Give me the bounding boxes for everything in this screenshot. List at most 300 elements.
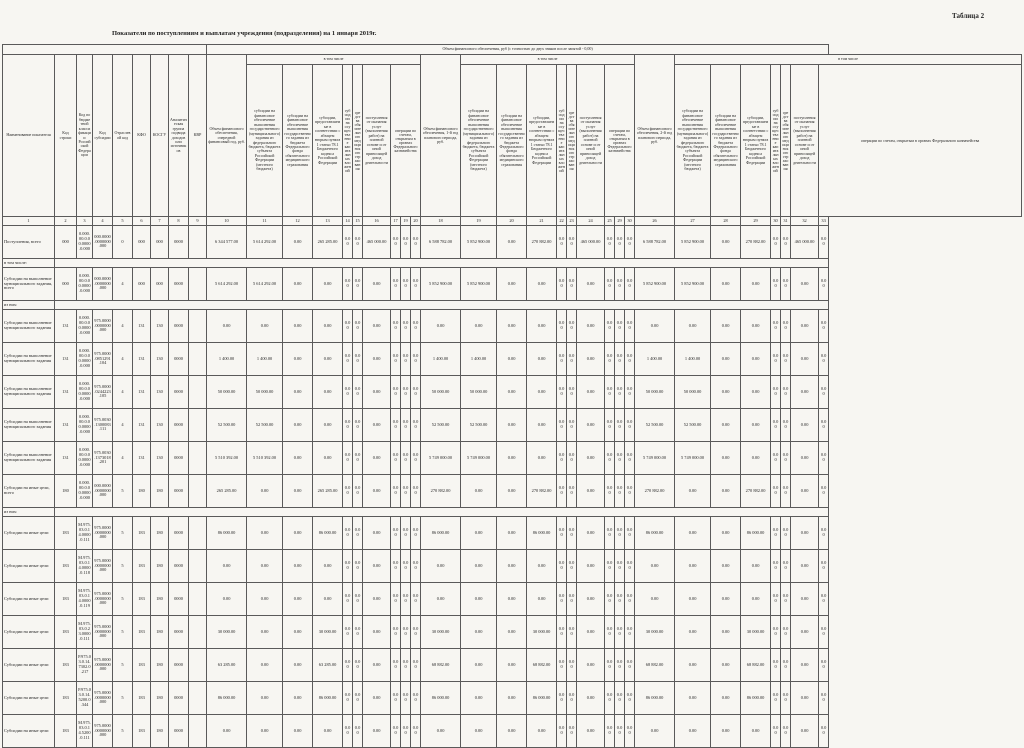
cell-y2d: 0.00 xyxy=(771,376,781,409)
cell-kvr xyxy=(189,268,207,301)
cell-y0e: 0.00 xyxy=(353,226,363,259)
cell-y0b: 0.00 xyxy=(283,649,313,682)
cell-y0c: 0.00 xyxy=(313,583,343,616)
cell-y1: 0.00 xyxy=(421,310,461,343)
table-row xyxy=(3,682,1022,715)
row-name: в том числе: xyxy=(3,259,55,268)
cell-kvr xyxy=(189,517,207,550)
table-number: Таблица 2 xyxy=(952,12,985,20)
cell-y0f: 0.00 xyxy=(363,343,391,376)
cell-y0c: 265 285.00 xyxy=(313,226,343,259)
cell-kbk: М.975.03.0.14.0000.0.119 xyxy=(77,583,93,616)
cell-y1d: 0.00 xyxy=(557,649,567,682)
cell-y1c: 0.00 xyxy=(527,715,557,748)
cell-kosgu: 0000 xyxy=(169,268,189,301)
cell-y1f: 0.00 xyxy=(577,409,605,442)
cell-y2f: 0.00 xyxy=(791,475,819,508)
empty-cell xyxy=(55,259,829,268)
cell-y0i: 0.00 xyxy=(411,550,421,583)
cell-y2b: 0.00 xyxy=(711,310,741,343)
cell-y2f: 0.00 xyxy=(791,517,819,550)
cell-y0g: 0.00 xyxy=(391,475,401,508)
cell-y0c: 86 000.00 xyxy=(313,682,343,715)
cell-y2g: 0.00 xyxy=(819,649,829,682)
cell-y0a: 5 614 292.00 xyxy=(247,226,283,259)
cell-y0e: 0.00 xyxy=(353,649,363,682)
cell-y2a: 0.00 xyxy=(675,517,711,550)
column-number: 6 xyxy=(133,217,151,226)
table-body xyxy=(3,226,1022,748)
cell-y0i: 0.00 xyxy=(411,517,421,550)
row-name: Субсидии на иные цели xyxy=(3,583,55,616)
paid-header: поступления от оказания услуг (выполнения работ) на платной основе и от иной приносящей доход деятельности xyxy=(577,65,605,217)
cell-y2e: 0.00 xyxy=(781,715,791,748)
volume-header: Объем финансового обеспечения, 1-й год планового периода, руб. xyxy=(421,55,461,217)
cell-y2g: 0.00 xyxy=(819,715,829,748)
cell-y0c: 30 000.00 xyxy=(313,616,343,649)
cell-kfo: 180 xyxy=(151,682,169,715)
cell-y2e: 0.00 xyxy=(781,442,791,475)
cell-subs: 5 xyxy=(113,475,133,508)
cell-y2f: 0.00 xyxy=(791,616,819,649)
cell-y2d: 0.00 xyxy=(771,517,781,550)
cell-y2e: 0.00 xyxy=(781,583,791,616)
cell-kvr xyxy=(189,226,207,259)
cell-y0f: 0.00 xyxy=(363,715,391,748)
row-name: Субсидии на выполнение муниципального задания, всего xyxy=(3,268,55,301)
cell-y1h: 0.00 xyxy=(615,475,625,508)
cell-y2g: 0.00 xyxy=(819,517,829,550)
table-row xyxy=(3,649,1022,682)
cell-y1b: 0.00 xyxy=(497,442,527,475)
cell-code: 000 xyxy=(55,268,77,301)
cell-y1h: 0.00 xyxy=(615,442,625,475)
cell-kbk: 0.000.00.0.00.0000.0.000 xyxy=(77,376,93,409)
cell-y0h: 0.00 xyxy=(401,226,411,259)
cell-kvr xyxy=(189,682,207,715)
cell-y1g: 0.00 xyxy=(605,376,615,409)
cell-subs: 5 xyxy=(113,550,133,583)
cell-y0i: 0.00 xyxy=(411,649,421,682)
cell-y2b: 0.00 xyxy=(711,442,741,475)
cell-kfo: 180 xyxy=(151,475,169,508)
cell-y0b: 0.00 xyxy=(283,310,313,343)
cell-kfo: 000 xyxy=(151,268,169,301)
cell-y1b: 0.00 xyxy=(497,310,527,343)
cell-y1f: 0.00 xyxy=(577,583,605,616)
cell-kfo: 000 xyxy=(151,226,169,259)
cell-kfo: 130 xyxy=(151,343,169,376)
cell-kosgu: 0000 xyxy=(169,409,189,442)
cell-y0e: 0.00 xyxy=(353,517,363,550)
cell-y2g: 0.00 xyxy=(819,226,829,259)
cell-y2e: 0.00 xyxy=(781,517,791,550)
cell-y1i: 0.00 xyxy=(625,268,635,301)
cell-y1e: 0.00 xyxy=(567,715,577,748)
cell-code: 131 xyxy=(55,343,77,376)
cell-y1b: 0.00 xyxy=(497,376,527,409)
cell-y1b: 0.00 xyxy=(497,715,527,748)
cell-y0b: 0.00 xyxy=(283,376,313,409)
cell-y0f: 0.00 xyxy=(363,616,391,649)
cell-y2a: 5 852 900.00 xyxy=(675,268,711,301)
cell-y2: 5 852 900.00 xyxy=(635,268,675,301)
page-title: Показатели по поступлениям и выплатам учреждения (подразделения) на 1 января 2019г. xyxy=(112,30,377,37)
cell-y1g: 0.00 xyxy=(605,310,615,343)
cell-y0f: 0.00 xyxy=(363,376,391,409)
cell-y2e: 0.00 xyxy=(781,226,791,259)
cell-y1e: 0.00 xyxy=(567,268,577,301)
cell-y0a: 52 500.00 xyxy=(247,409,283,442)
fin-header: Объем финансового обеспечения, руб (с точностью до двух знаков после запятой - 0,00) xyxy=(207,45,829,55)
cell-kfo: 130 xyxy=(151,409,169,442)
cell-y0e: 0.00 xyxy=(353,442,363,475)
cell-y0h: 0.00 xyxy=(401,475,411,508)
cell-y0h: 0.00 xyxy=(401,616,411,649)
cell-y2d: 0.00 xyxy=(771,442,781,475)
cell-y1b: 0.00 xyxy=(497,475,527,508)
cell-y2: 5 749 000.00 xyxy=(635,442,675,475)
cell-y2a: 0.00 xyxy=(675,550,711,583)
cell-kbk2: 975.0030.1300083.111 xyxy=(93,409,113,442)
cell-y0h: 0.00 xyxy=(401,682,411,715)
row-name: Субсидии на иные цели xyxy=(3,715,55,748)
cell-kfo: 180 xyxy=(151,583,169,616)
cell-y1a: 5 852 900.00 xyxy=(461,226,497,259)
cell-kbk: 0.000.00.0.00.0000.0.000 xyxy=(77,343,93,376)
row-name: из них: xyxy=(3,508,55,517)
cell-y0: 0.00 xyxy=(207,550,247,583)
cell-code: 183 xyxy=(55,715,77,748)
cell-y2a: 0.00 xyxy=(675,475,711,508)
otr-header: Отраслевой код xyxy=(113,55,133,217)
cell-y1a: 0.00 xyxy=(461,616,497,649)
cell-kvr xyxy=(189,376,207,409)
table-row xyxy=(3,616,1022,649)
table-row xyxy=(3,343,1022,376)
subs-781-header: субсидии, предоставляемые в соответствии с абзацем вторым пункта 1 статьи 78.1 Бюджетного кодекса Российской Федерации xyxy=(527,65,557,217)
cell-kbk2: 975.0000.0000000.000 xyxy=(93,649,113,682)
table-row xyxy=(3,583,1022,616)
cell-y1i: 0.00 xyxy=(625,649,635,682)
column-number: 20 xyxy=(411,217,421,226)
cell-kbk: 0.000.00.0.00.0000.0.000 xyxy=(77,475,93,508)
cell-y0i: 0.00 xyxy=(411,475,421,508)
cell-y1i: 0.00 xyxy=(625,442,635,475)
cell-y2: 86 000.00 xyxy=(635,682,675,715)
cell-y2a: 0.00 xyxy=(675,682,711,715)
cell-y0b: 0.00 xyxy=(283,616,313,649)
cell-y1e: 0.00 xyxy=(567,409,577,442)
cell-y0a: 0.00 xyxy=(247,517,283,550)
cell-y1g: 0.00 xyxy=(605,343,615,376)
subs-oms-header: субсидии на финансовое обеспечение выполнения государственного задания из бюджета Федерального фонда обязательного медицинского страхования xyxy=(283,65,313,217)
cell-y0e: 0.00 xyxy=(353,616,363,649)
cell-y2a: 52 500.00 xyxy=(675,409,711,442)
table-row xyxy=(3,442,1022,475)
cell-y1: 86 000.00 xyxy=(421,517,461,550)
cell-y0a: 1 400.00 xyxy=(247,343,283,376)
column-number: 18 xyxy=(421,217,461,226)
code-header: Код строки xyxy=(55,55,77,217)
cell-y0i: 0.00 xyxy=(411,616,421,649)
cell-y1: 5 852 900.00 xyxy=(421,268,461,301)
cell-y2f: 0.00 xyxy=(791,583,819,616)
column-number: 4 xyxy=(93,217,113,226)
cell-y0g: 0.00 xyxy=(391,226,401,259)
cell-y1i: 0.00 xyxy=(625,583,635,616)
cell-y0f: 0.00 xyxy=(363,310,391,343)
cell-y0d: 0.00 xyxy=(343,550,353,583)
cell-y0e: 0.00 xyxy=(353,715,363,748)
column-number: 28 xyxy=(711,217,741,226)
cell-y2g: 0.00 xyxy=(819,268,829,301)
cell-y1g: 0.00 xyxy=(605,442,615,475)
cell-y0h: 0.00 xyxy=(401,409,411,442)
row-name: из них: xyxy=(3,301,55,310)
cell-y1a: 0.00 xyxy=(461,649,497,682)
cell-y1b: 0.00 xyxy=(497,550,527,583)
cell-code: 183 xyxy=(55,517,77,550)
cell-y1h: 0.00 xyxy=(615,226,625,259)
cell-y0c: 265 285.00 xyxy=(313,475,343,508)
column-number: 12 xyxy=(283,217,313,226)
cell-y2: 86 000.00 xyxy=(635,517,675,550)
cell-y2g: 0.00 xyxy=(819,343,829,376)
cell-y1: 6 588 782.00 xyxy=(421,226,461,259)
cell-y1h: 0.00 xyxy=(615,616,625,649)
cell-code: 131 xyxy=(55,442,77,475)
cell-y2c: 0.00 xyxy=(741,583,771,616)
cell-kfo: 130 xyxy=(151,376,169,409)
cell-y1a: 0.00 xyxy=(461,682,497,715)
cell-kbk2: 975.0000.0000000.000 xyxy=(93,517,113,550)
cell-y1b: 0.00 xyxy=(497,226,527,259)
column-number: 29 xyxy=(615,217,625,226)
cell-y0i: 0.00 xyxy=(411,376,421,409)
cell-y1b: 0.00 xyxy=(497,343,527,376)
cell-y1d: 0.00 xyxy=(557,409,567,442)
column-number: 3 xyxy=(77,217,93,226)
cell-y1i: 0.00 xyxy=(625,475,635,508)
cell-otr: 183 xyxy=(133,550,151,583)
cell-y1: 68 882.00 xyxy=(421,649,461,682)
column-number: 21 xyxy=(527,217,557,226)
table-header xyxy=(3,45,1022,226)
column-number: 33 xyxy=(819,217,829,226)
cell-y0d: 0.00 xyxy=(343,583,353,616)
cell-y0d: 0.00 xyxy=(343,268,353,301)
cell-y0h: 0.00 xyxy=(401,517,411,550)
cell-code: 183 xyxy=(55,682,77,715)
cell-kfo: 130 xyxy=(151,310,169,343)
column-number: 14 xyxy=(343,217,353,226)
cell-kfo: 130 xyxy=(151,442,169,475)
cell-y0e: 0.00 xyxy=(353,376,363,409)
cell-kbk: 0.000.00.0.00.0000.0.000 xyxy=(77,442,93,475)
cell-otr: 000 xyxy=(133,226,151,259)
column-number: 29 xyxy=(741,217,771,226)
cell-y0h: 0.00 xyxy=(401,649,411,682)
cell-y1f: 0.00 xyxy=(577,475,605,508)
cell-y1d: 0.00 xyxy=(557,616,567,649)
table-row xyxy=(3,409,1022,442)
cell-y2d: 0.00 xyxy=(771,550,781,583)
cell-kvr xyxy=(189,550,207,583)
cell-otr: 000 xyxy=(133,268,151,301)
cell-y1h: 0.00 xyxy=(615,310,625,343)
cell-y2c: 0.00 xyxy=(741,343,771,376)
cell-y0g: 0.00 xyxy=(391,583,401,616)
cell-y1d: 0.00 xyxy=(557,682,567,715)
cell-y0f: 0.00 xyxy=(363,550,391,583)
cell-y1g: 0.00 xyxy=(605,616,615,649)
cell-y2: 270 882.00 xyxy=(635,475,675,508)
column-number: 16 xyxy=(363,217,391,226)
cell-y0i: 0.00 xyxy=(411,409,421,442)
cell-y0g: 0.00 xyxy=(391,310,401,343)
cell-y0a: 0.00 xyxy=(247,682,283,715)
cell-y1h: 0.00 xyxy=(615,715,625,748)
cell-otr: 183 xyxy=(133,616,151,649)
cell-y1a: 1 400.00 xyxy=(461,343,497,376)
cell-y0g: 0.00 xyxy=(391,616,401,649)
cell-kbk: М.975.03.0.14.5200.0.111 xyxy=(77,715,93,748)
cell-y0i: 0.00 xyxy=(411,226,421,259)
cell-y0a: 0.00 xyxy=(247,616,283,649)
cell-y0c: 0.00 xyxy=(313,310,343,343)
cell-y1f: 0.00 xyxy=(577,682,605,715)
row-name: Поступления, всего xyxy=(3,226,55,259)
cell-y0i: 0.00 xyxy=(411,442,421,475)
cell-y0f: 0.00 xyxy=(363,517,391,550)
cell-y1f: 0.00 xyxy=(577,310,605,343)
cell-y2d: 0.00 xyxy=(771,583,781,616)
cell-y2b: 0.00 xyxy=(711,715,741,748)
cell-y2g: 0.00 xyxy=(819,310,829,343)
cell-y0d: 0.00 xyxy=(343,616,353,649)
column-number: 5 xyxy=(113,217,133,226)
cell-y2f: 0.00 xyxy=(791,343,819,376)
subs-oms-header: субсидии на финансовое обеспечение выполнения государственного задания из бюджета Федерального фонда обязательного медицинского страхования xyxy=(497,65,527,217)
cell-y1g: 0.00 xyxy=(605,715,615,748)
cell-y1a: 0.00 xyxy=(461,310,497,343)
cell-y1b: 0.00 xyxy=(497,682,527,715)
cell-y0f: 465 000.00 xyxy=(363,226,391,259)
cell-y1: 0.00 xyxy=(421,550,461,583)
cell-y0a: 0.00 xyxy=(247,310,283,343)
cell-y0f: 0.00 xyxy=(363,475,391,508)
cell-kvr xyxy=(189,616,207,649)
cell-subs: 4 xyxy=(113,442,133,475)
cell-y1g: 0.00 xyxy=(605,517,615,550)
cell-y1c: 0.00 xyxy=(527,343,557,376)
finance-table xyxy=(2,44,1022,748)
cell-code: 183 xyxy=(55,583,77,616)
ops-header: операции по счетам, открытым в органах Федерального казначейства xyxy=(605,65,635,217)
cell-y1e: 0.00 xyxy=(567,682,577,715)
cell-y0f: 0.00 xyxy=(363,583,391,616)
cell-y2: 6 588 782.00 xyxy=(635,226,675,259)
cell-code: 183 xyxy=(55,616,77,649)
cell-y0b: 0.00 xyxy=(283,517,313,550)
cell-y0e: 0.00 xyxy=(353,310,363,343)
cell-y1g: 0.00 xyxy=(605,583,615,616)
kfo-header: КФО xyxy=(133,55,151,217)
cell-otr: 180 xyxy=(133,475,151,508)
cell-kfo: 180 xyxy=(151,649,169,682)
cell-y0a: 0.00 xyxy=(247,715,283,748)
row-name: Субсидии на выполнение муниципального задания xyxy=(3,310,55,343)
cell-y2g: 0.00 xyxy=(819,583,829,616)
header-cell xyxy=(3,45,207,55)
cell-y2g: 0.00 xyxy=(819,616,829,649)
row-name: Субсидии на выполнение муниципального задания xyxy=(3,442,55,475)
cell-y0i: 0.00 xyxy=(411,715,421,748)
cell-y1h: 0.00 xyxy=(615,517,625,550)
cell-otr: 183 xyxy=(133,682,151,715)
cell-kbk2: 000.0000.0000000.000 xyxy=(93,226,113,259)
row-name: Субсидии на выполнение муниципального задания xyxy=(3,343,55,376)
cell-kbk2: 975.0030.1373018.201 xyxy=(93,442,113,475)
cell-y1b: 0.00 xyxy=(497,409,527,442)
column-number: 15 xyxy=(353,217,363,226)
cell-y0: 52 500.00 xyxy=(207,409,247,442)
cell-y2e: 0.00 xyxy=(781,376,791,409)
cell-y1b: 0.00 xyxy=(497,616,527,649)
cell-kbk: 0.000.00.0.00.0000.0.000 xyxy=(77,226,93,259)
cell-y1d: 0.00 xyxy=(557,226,567,259)
cell-y0c: 0.00 xyxy=(313,409,343,442)
column-number: 26 xyxy=(635,217,675,226)
subs-code-header: Код субсидии xyxy=(93,55,113,217)
table-section-label xyxy=(3,508,1022,517)
cell-y0c: 0.00 xyxy=(313,550,343,583)
cell-kfo: 180 xyxy=(151,715,169,748)
cell-y2d: 0.00 xyxy=(771,268,781,301)
cell-y2f: 0.00 xyxy=(791,442,819,475)
cell-y0h: 0.00 xyxy=(401,376,411,409)
column-number: 9 xyxy=(189,217,207,226)
row-name: Субсидии на иные цели xyxy=(3,649,55,682)
cell-y2c: 0.00 xyxy=(741,442,771,475)
cell-y2d: 0.00 xyxy=(771,310,781,343)
cell-y2g: 0.00 xyxy=(819,475,829,508)
cell-kosgu: 0000 xyxy=(169,517,189,550)
cell-kbk: 0.000.00.0.00.0000.0.000 xyxy=(77,409,93,442)
cell-y2a: 5 749 000.00 xyxy=(675,442,711,475)
cell-kbk2: 975.0000.0851291.104 xyxy=(93,343,113,376)
cell-y0c: 86 000.00 xyxy=(313,517,343,550)
cell-y1d: 0.00 xyxy=(557,442,567,475)
cell-y2b: 0.00 xyxy=(711,343,741,376)
cell-y2g: 0.00 xyxy=(819,682,829,715)
cell-otr: 131 xyxy=(133,376,151,409)
cell-y0h: 0.00 xyxy=(401,310,411,343)
row-name: Субсидии на иные цели xyxy=(3,616,55,649)
cell-kvr xyxy=(189,715,207,748)
cell-y0: 0.00 xyxy=(207,715,247,748)
cell-y0: 0.00 xyxy=(207,583,247,616)
cell-y1a: 0.00 xyxy=(461,583,497,616)
cell-y2c: 86 000.00 xyxy=(741,517,771,550)
cell-y1d: 0.00 xyxy=(557,583,567,616)
cell-y0: 50 000.00 xyxy=(207,376,247,409)
cell-y1c: 0.00 xyxy=(527,409,557,442)
cell-kvr xyxy=(189,649,207,682)
cell-y0h: 0.00 xyxy=(401,550,411,583)
cell-code: 180 xyxy=(55,475,77,508)
